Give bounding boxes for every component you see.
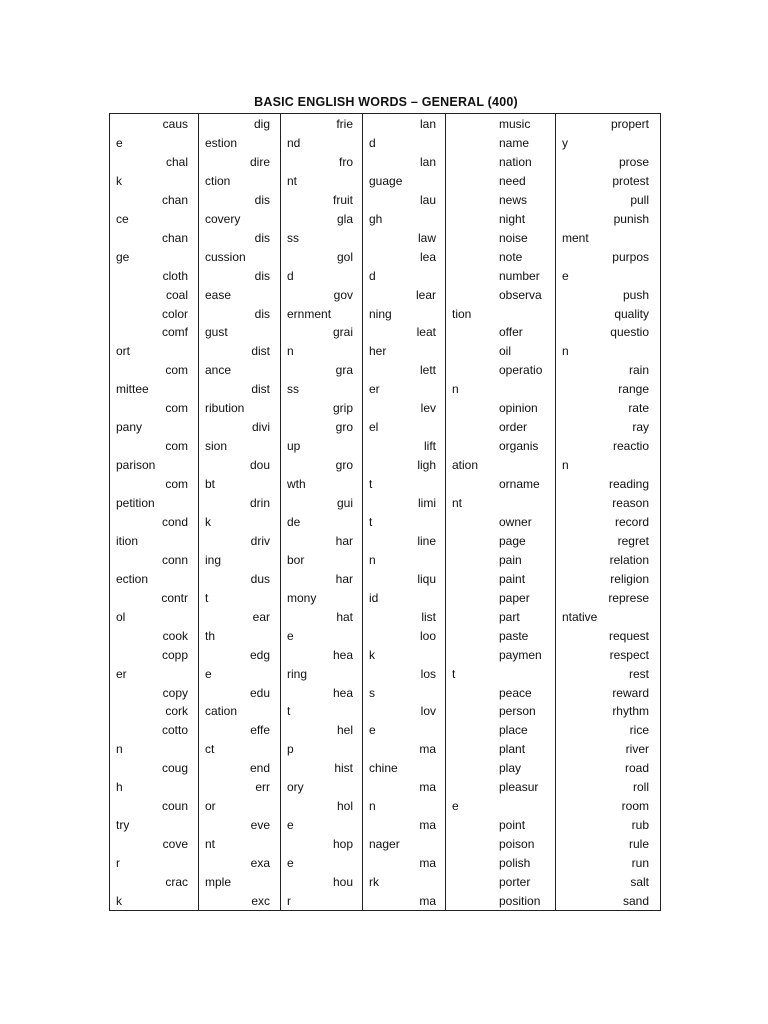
word-fragment: list xyxy=(421,609,436,624)
word-fragment: covery xyxy=(205,211,241,226)
word-fragment: dire xyxy=(249,154,270,169)
word-fragment: e xyxy=(369,723,376,738)
word-fragment: mple xyxy=(205,875,232,889)
word-fragment: dis xyxy=(254,192,270,207)
word-fragment: lan xyxy=(419,154,436,169)
word-fragment: ection xyxy=(116,571,149,586)
word-fragment: ition xyxy=(116,533,139,548)
word-fragment: gui xyxy=(336,496,353,510)
word-fragment: e xyxy=(205,666,212,681)
word-fragment: ernment xyxy=(287,306,332,321)
word: operatio xyxy=(499,363,543,378)
word-fragment: ma xyxy=(419,893,436,908)
word-fragment: ct xyxy=(205,742,215,757)
word: paper xyxy=(499,590,530,605)
word-fragment: push xyxy=(622,287,649,302)
word-fragment: lan xyxy=(419,117,436,131)
word-fragment: roll xyxy=(632,780,649,795)
word-fragment: gol xyxy=(336,249,353,264)
word: need xyxy=(499,173,526,188)
word-fragment: reactio xyxy=(612,439,649,454)
word-fragment: err xyxy=(255,780,270,795)
word-fragment: t xyxy=(287,704,291,719)
word-fragment: record xyxy=(614,514,649,529)
word-fragment: cation xyxy=(205,704,238,719)
word-fragment: n xyxy=(116,742,123,757)
word: opinion xyxy=(499,401,538,416)
word-fragment: com xyxy=(165,439,188,454)
word-fragment: ma xyxy=(419,856,436,871)
word: poison xyxy=(499,837,535,852)
word-fragment: salt xyxy=(630,875,649,889)
word-fragment: th xyxy=(205,628,216,643)
word-fragment: com xyxy=(165,363,188,378)
word-fragment: los xyxy=(420,666,436,681)
word: position xyxy=(499,893,541,908)
word-fragment: loo xyxy=(419,628,436,643)
word-fragment: room xyxy=(621,799,649,814)
word-fragment: ss xyxy=(287,230,299,245)
column-divider xyxy=(198,114,199,910)
word-fragment: lov xyxy=(420,704,436,719)
word-fragment: gra xyxy=(335,363,353,378)
word-fragment: dis xyxy=(254,306,270,321)
word: place xyxy=(499,723,528,738)
word-fragment: hel xyxy=(336,723,353,738)
word-fragment: t xyxy=(205,590,209,605)
word-fragment: dis xyxy=(254,230,270,245)
word-fragment: dist xyxy=(251,344,270,359)
word-fragment: leat xyxy=(416,325,436,340)
word-fragment: hop xyxy=(332,837,353,852)
word-fragment: pany xyxy=(116,420,143,435)
word-fragment: drin xyxy=(249,496,270,510)
word-fragment: fro xyxy=(338,154,353,169)
word-fragment: ol xyxy=(116,609,126,624)
word-fragment: ment xyxy=(562,230,589,245)
word-fragment: pull xyxy=(630,192,649,207)
word-fragment: k xyxy=(116,173,122,188)
word-fragment: copp xyxy=(161,647,188,662)
word-fragment: coun xyxy=(161,799,188,814)
word-fragment: liqu xyxy=(417,571,436,586)
word-fragment: n xyxy=(562,344,569,359)
word-fragment: d xyxy=(287,268,294,283)
word-fragment: nt xyxy=(452,496,463,510)
word-fragment: respect xyxy=(609,647,649,662)
word: orname xyxy=(499,477,540,492)
word-fragment: chan xyxy=(161,230,188,245)
word-fragment: mittee xyxy=(116,382,149,397)
word-fragment: cotto xyxy=(161,723,188,738)
word-fragment: end xyxy=(249,761,270,776)
word-fragment: rice xyxy=(629,723,649,738)
word-fragment: n xyxy=(369,552,376,567)
word-fragment: line xyxy=(417,533,436,548)
word-fragment: frie xyxy=(336,117,353,131)
word-fragment: dus xyxy=(250,571,270,586)
word-fragment: wth xyxy=(287,477,306,492)
word-fragment: propert xyxy=(610,117,649,131)
word-fragment: hea xyxy=(332,685,353,700)
word-fragment: e xyxy=(287,818,294,833)
word-fragment: ge xyxy=(116,249,130,264)
word-fragment: chan xyxy=(161,192,188,207)
word: pain xyxy=(499,552,522,567)
word-fragment: id xyxy=(369,590,379,605)
word-fragment: p xyxy=(287,742,294,757)
word-fragment: grai xyxy=(332,325,353,340)
word-fragment: ma xyxy=(419,742,436,757)
word-fragment: nt xyxy=(287,173,298,188)
word-fragment: driv xyxy=(250,533,270,548)
word-fragment: gla xyxy=(336,211,353,226)
word-fragment: estion xyxy=(205,135,238,150)
word-fragment: cussion xyxy=(205,249,246,264)
word-fragment: guage xyxy=(369,173,403,188)
word: news xyxy=(499,192,528,207)
word-fragment: n xyxy=(369,799,376,814)
word-fragment: mony xyxy=(287,590,317,605)
word-fragment: divi xyxy=(251,420,270,435)
word-fragment: lev xyxy=(420,401,436,416)
word-fragment: ction xyxy=(205,173,231,188)
word: plant xyxy=(499,742,526,757)
word-fragment: d xyxy=(369,135,376,150)
word: night xyxy=(499,211,526,226)
word-fragment: gro xyxy=(335,458,353,473)
word-fragment: relation xyxy=(609,552,649,567)
word-fragment: river xyxy=(625,742,649,757)
word-fragment: ray xyxy=(632,420,649,435)
word-fragment: hist xyxy=(334,761,353,776)
word-fragment: hou xyxy=(332,875,353,889)
word-fragment: conn xyxy=(161,552,188,567)
word-fragment: chal xyxy=(165,154,188,169)
word-fragment: har xyxy=(335,533,353,548)
word: note xyxy=(499,249,523,264)
word-fragment: protest xyxy=(612,173,649,188)
word-fragment: ease xyxy=(205,287,232,302)
word-fragment: petition xyxy=(116,496,155,510)
word-fragment: edg xyxy=(249,647,270,662)
word-fragment: request xyxy=(608,628,649,643)
word-fragment: har xyxy=(335,571,353,586)
word-fragment: coal xyxy=(165,287,188,302)
word: paste xyxy=(499,628,529,643)
word-fragment: dist xyxy=(251,382,270,397)
word: porter xyxy=(499,875,531,889)
word-fragment: nd xyxy=(287,135,301,150)
word: page xyxy=(499,533,526,548)
word-fragment: color xyxy=(161,306,188,321)
word: name xyxy=(499,135,530,150)
word-fragment: questio xyxy=(610,325,649,340)
word-fragment: ma xyxy=(419,818,436,833)
word: observa xyxy=(499,287,542,302)
word-fragment: tion xyxy=(452,306,472,321)
word-fragment: nager xyxy=(369,837,400,852)
word-fragment: edu xyxy=(249,685,270,700)
word-table xyxy=(109,113,661,911)
word-fragment: cork xyxy=(165,704,188,719)
word-fragment: ing xyxy=(205,552,222,567)
word-fragment: lift xyxy=(424,439,436,454)
word-fragment: punish xyxy=(613,211,649,226)
word-fragment: rate xyxy=(628,401,649,416)
word-fragment: exa xyxy=(250,856,270,871)
column-divider xyxy=(445,114,446,910)
word: offer xyxy=(499,325,523,340)
word-fragment: lear xyxy=(415,287,436,302)
word-fragment: cook xyxy=(162,628,188,643)
word: peace xyxy=(499,685,532,700)
word-fragment: k xyxy=(369,647,375,662)
word-fragment: sion xyxy=(205,439,228,454)
word: number xyxy=(499,268,540,283)
word-fragment: her xyxy=(369,344,387,359)
column-divider xyxy=(362,114,363,910)
word-fragment: effe xyxy=(250,723,270,738)
word-fragment: com xyxy=(165,401,188,416)
word-fragment: range xyxy=(618,382,649,397)
word-fragment: rhythm xyxy=(612,704,649,719)
word-fragment: rule xyxy=(628,837,649,852)
word-fragment: limi xyxy=(418,496,436,510)
word-fragment: y xyxy=(562,135,568,150)
word-fragment: purpos xyxy=(612,249,649,264)
word: point xyxy=(499,818,526,833)
word-fragment: r xyxy=(287,893,291,908)
word-fragment: rest xyxy=(628,666,649,681)
word-fragment: cloth xyxy=(162,268,188,283)
word-fragment: ear xyxy=(252,609,270,624)
word-fragment: lea xyxy=(419,249,436,264)
word-fragment: nt xyxy=(205,837,216,852)
word-fragment: quality xyxy=(614,306,649,321)
word-fragment: k xyxy=(205,514,211,529)
word-fragment: bt xyxy=(205,477,216,492)
word-fragment: ation xyxy=(452,458,479,473)
word-fragment: grip xyxy=(332,401,353,416)
word: part xyxy=(499,609,520,624)
word-fragment: cove xyxy=(162,837,188,852)
word: owner xyxy=(499,514,532,529)
word-fragment: e xyxy=(116,135,123,150)
word-fragment: road xyxy=(624,761,649,776)
word-fragment: coug xyxy=(161,761,188,776)
word-fragment: reward xyxy=(612,685,649,700)
word-fragment: com xyxy=(165,477,188,492)
word-fragment: n xyxy=(287,344,294,359)
word-fragment: ring xyxy=(287,666,308,681)
word-fragment: dig xyxy=(253,117,270,131)
word: polish xyxy=(499,856,531,871)
word-fragment: h xyxy=(116,780,123,795)
word-fragment: represe xyxy=(608,590,649,605)
word-fragment: ss xyxy=(287,382,299,397)
word-fragment: t xyxy=(369,514,373,529)
word-fragment: t xyxy=(452,666,456,681)
word: music xyxy=(499,117,531,131)
word-fragment: bor xyxy=(287,552,305,567)
word-fragment: gust xyxy=(205,325,228,340)
word-fragment: crac xyxy=(165,875,188,889)
word-fragment: e xyxy=(287,628,294,643)
word-fragment: ort xyxy=(116,344,131,359)
word-fragment: n xyxy=(562,458,569,473)
word-fragment: lett xyxy=(419,363,436,378)
word-fragment: reason xyxy=(612,496,649,510)
word-fragment: contr xyxy=(161,590,188,605)
word-fragment: or xyxy=(205,799,216,814)
word-fragment: e xyxy=(562,268,569,283)
word-fragment: ning xyxy=(369,306,392,321)
word-fragment: ntative xyxy=(562,609,598,624)
word-fragment: rk xyxy=(369,875,379,889)
word: pleasur xyxy=(499,780,539,795)
word: paymen xyxy=(499,647,542,662)
word: play xyxy=(499,761,522,776)
column-divider xyxy=(280,114,281,910)
word-fragment: hat xyxy=(336,609,353,624)
word-fragment: dis xyxy=(254,268,270,283)
word-fragment: up xyxy=(287,439,301,454)
word-fragment: d xyxy=(369,268,376,283)
word-fragment: ance xyxy=(205,363,232,378)
word-fragment: reading xyxy=(608,477,649,492)
word-fragment: try xyxy=(116,818,130,833)
word-fragment: cond xyxy=(161,514,188,529)
word-fragment: e xyxy=(452,799,459,814)
word-fragment: copy xyxy=(162,685,188,700)
word-fragment: r xyxy=(116,856,120,871)
word-fragment: ma xyxy=(419,780,436,795)
word-fragment: gh xyxy=(369,211,383,226)
word: order xyxy=(499,420,528,435)
word-fragment: hol xyxy=(336,799,353,814)
word-fragment: ribution xyxy=(205,401,245,416)
word: nation xyxy=(499,154,532,169)
word-fragment: ce xyxy=(116,211,129,226)
column-divider xyxy=(555,114,556,910)
document-title: BASIC ENGLISH WORDS – GENERAL (400) xyxy=(254,95,518,109)
word: organis xyxy=(499,439,539,454)
word-fragment: religion xyxy=(610,571,649,586)
word-fragment: parison xyxy=(116,458,156,473)
word-fragment: exc xyxy=(251,893,270,908)
word-fragment: chine xyxy=(369,761,398,776)
word-fragment: gro xyxy=(335,420,353,435)
word-fragment: er xyxy=(369,382,380,397)
word: oil xyxy=(499,344,512,359)
word: person xyxy=(499,704,536,719)
word-fragment: k xyxy=(116,893,122,908)
word-fragment: ligh xyxy=(417,458,436,473)
word-fragment: rub xyxy=(631,818,649,833)
word-fragment: run xyxy=(631,856,649,871)
word-fragment: rain xyxy=(628,363,649,378)
word-fragment: law xyxy=(417,230,436,245)
word-fragment: s xyxy=(369,685,375,700)
word-fragment: de xyxy=(287,514,301,529)
word-fragment: comf xyxy=(161,325,188,340)
word-fragment: er xyxy=(116,666,127,681)
word-fragment: prose xyxy=(618,154,649,169)
word-fragment: n xyxy=(452,382,459,397)
word-fragment: el xyxy=(369,420,379,435)
word-fragment: lau xyxy=(419,192,436,207)
word-fragment: dou xyxy=(249,458,270,473)
word-fragment: regret xyxy=(617,533,649,548)
word: noise xyxy=(499,230,528,245)
word-fragment: gov xyxy=(333,287,353,302)
word-fragment: caus xyxy=(162,117,188,131)
word-fragment: hea xyxy=(332,647,353,662)
word-fragment: eve xyxy=(250,818,270,833)
word-fragment: t xyxy=(369,477,373,492)
word: paint xyxy=(499,571,526,586)
word-fragment: fruit xyxy=(332,192,353,207)
word-fragment: ory xyxy=(287,780,304,795)
word-fragment: sand xyxy=(622,893,649,908)
word-fragment: e xyxy=(287,856,294,871)
